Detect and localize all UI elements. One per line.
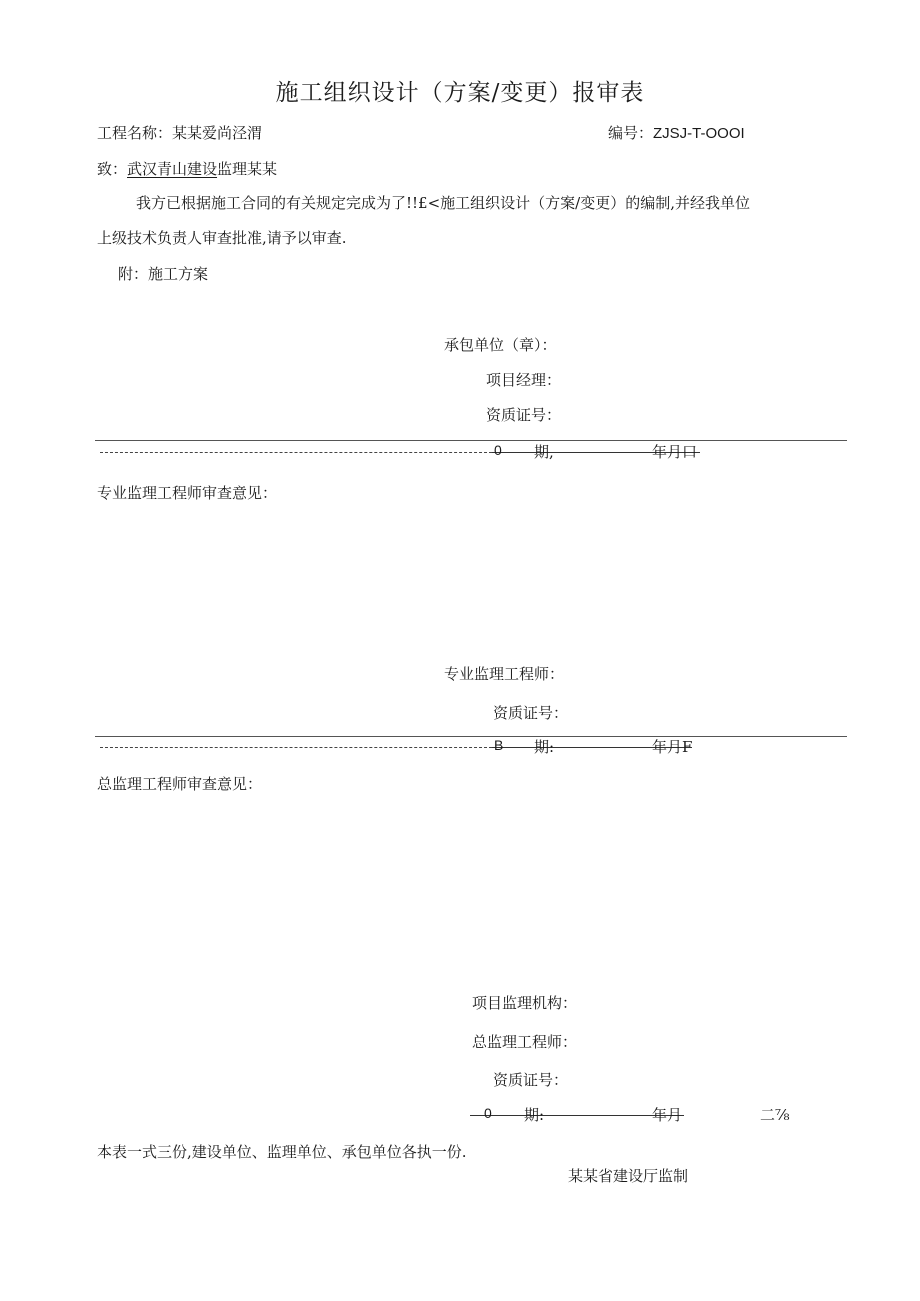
dash-line bbox=[100, 747, 492, 748]
project-name-value: 某某爱尚泾渭 bbox=[172, 124, 263, 142]
recipient bbox=[97, 158, 277, 179]
specialist-date-period: 期: bbox=[534, 738, 555, 756]
form-number bbox=[608, 122, 745, 143]
chief-date-day: 0 bbox=[484, 1105, 492, 1121]
recipient-rest: 监理某某 bbox=[217, 160, 278, 178]
attachment: 附：施工方案 bbox=[118, 265, 209, 283]
body-line-1: 我方已根据施工合同的有关规定完成为了!!£<施工组织设计（方案/变更）的编制,并经我单位 bbox=[136, 194, 750, 212]
form-title: 施工组织设计（方案/变更）报审表 bbox=[275, 80, 645, 106]
form-number-value: ZJSJ-T-OOOI bbox=[653, 125, 745, 142]
section-divider bbox=[95, 440, 847, 441]
contractor-date-ym: 年月口 bbox=[652, 443, 698, 461]
body-line-2: 上级技术负责人审查批准,请予以审查. bbox=[97, 229, 347, 247]
recipient-underlined: 武汉青山建设 bbox=[127, 160, 218, 178]
specialist-engineer-label: 专业监理工程师： bbox=[444, 665, 565, 683]
chief-opinion-label: 总监理工程师审查意见： bbox=[97, 775, 263, 793]
section-divider bbox=[95, 736, 847, 737]
dash-line bbox=[100, 452, 492, 453]
contractor-unit-label: 承包单位（章）： bbox=[444, 336, 557, 354]
chief-engineer-label: 总监理工程师： bbox=[472, 1033, 578, 1051]
contractor-date-day: 0 bbox=[494, 442, 502, 458]
copies-note: 本表一式三份,建设单位、监理单位、承包单位各执一份. bbox=[97, 1143, 467, 1161]
supervision-org-label: 项目监理机构： bbox=[472, 994, 578, 1012]
chief-date-tail: 二⅞ bbox=[760, 1106, 790, 1124]
specialist-date-ym: 年月F bbox=[652, 738, 693, 756]
chief-date-period: 期: bbox=[524, 1106, 545, 1124]
chief-date-ym: 年月 bbox=[652, 1106, 683, 1124]
form-number-label: 编号： bbox=[608, 124, 654, 142]
specialist-opinion-label: 专业监理工程师审查意见： bbox=[97, 484, 278, 502]
specialist-date-day: B bbox=[494, 737, 504, 753]
project-name bbox=[97, 122, 262, 143]
contractor-date-period: 期, bbox=[534, 443, 554, 461]
issuer: 某某省建设厅监制 bbox=[568, 1167, 689, 1185]
contractor-cert-label: 资质证号： bbox=[486, 406, 562, 424]
chief-cert-label: 资质证号： bbox=[493, 1071, 569, 1089]
project-manager-label: 项目经理： bbox=[486, 371, 562, 389]
specialist-cert-label: 资质证号： bbox=[493, 704, 569, 722]
recipient-label: 致： bbox=[97, 160, 128, 178]
project-name-label: 工程名称： bbox=[97, 124, 173, 142]
